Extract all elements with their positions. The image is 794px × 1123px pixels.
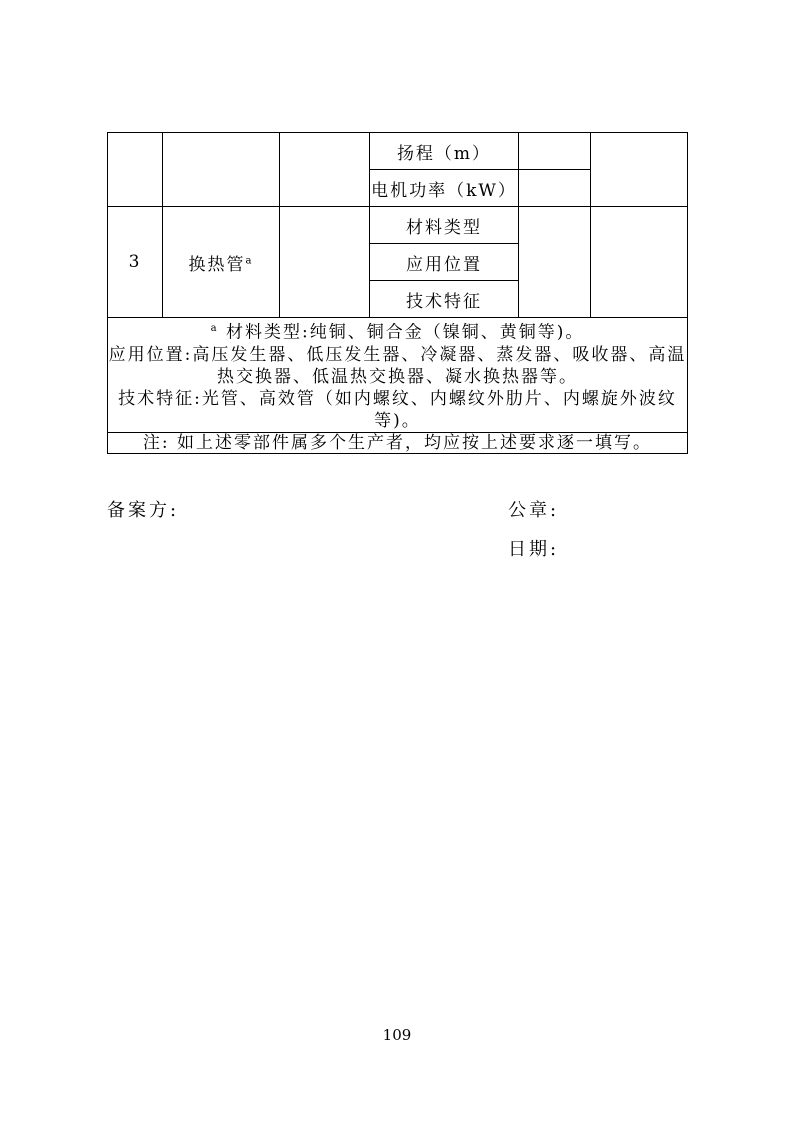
cell-remark bbox=[591, 133, 688, 207]
seal-label: 公章: bbox=[508, 500, 560, 521]
cell-model bbox=[280, 207, 370, 318]
cell-remark bbox=[591, 207, 688, 318]
cell-value bbox=[519, 133, 591, 170]
cell-param: 技术特征 bbox=[370, 281, 519, 318]
footnote-marker: a bbox=[210, 323, 219, 334]
item-name: 换热管 bbox=[188, 254, 246, 275]
cell-param: 材料类型 bbox=[370, 207, 519, 244]
note-text: 材料类型:纯铜、铜合金（镍铜、黄铜等)。 bbox=[218, 322, 585, 343]
cell-value bbox=[519, 170, 591, 207]
page-number: 109 bbox=[382, 1026, 412, 1044]
cell-param: 应用位置 bbox=[370, 244, 519, 281]
cell-no: 3 bbox=[108, 207, 163, 318]
filer-label: 备案方: bbox=[107, 500, 180, 521]
notes-row bbox=[108, 318, 688, 433]
cell-value bbox=[519, 207, 591, 318]
note-line: 应用位置:高压发生器、低压发生器、冷凝器、蒸发器、吸收器、高温热交换器、低温热交换器、凝水换热器等。 bbox=[108, 344, 687, 387]
cell-param: 扬程（m） bbox=[370, 133, 519, 170]
table-row bbox=[108, 133, 688, 170]
footnote-marker: a bbox=[245, 254, 254, 266]
note-line bbox=[108, 318, 687, 344]
cell-param: 电机功率（kW） bbox=[370, 170, 519, 207]
final-note: 注: 如上述零部件属多个生产者，均应按上述要求逐一填写。 bbox=[108, 432, 688, 453]
cell-no bbox=[108, 133, 163, 207]
final-note-row bbox=[108, 432, 688, 453]
component-table bbox=[107, 132, 688, 454]
notes-cell bbox=[108, 318, 688, 433]
date-label: 日期: bbox=[508, 539, 560, 560]
cell-name bbox=[163, 133, 280, 207]
cell-name bbox=[163, 207, 280, 318]
cell-model bbox=[280, 133, 370, 207]
table-row bbox=[108, 207, 688, 244]
note-line: 技术特征:光管、高效管（如内螺纹、内螺纹外肋片、内螺旋外波纹等)。 bbox=[118, 388, 677, 431]
